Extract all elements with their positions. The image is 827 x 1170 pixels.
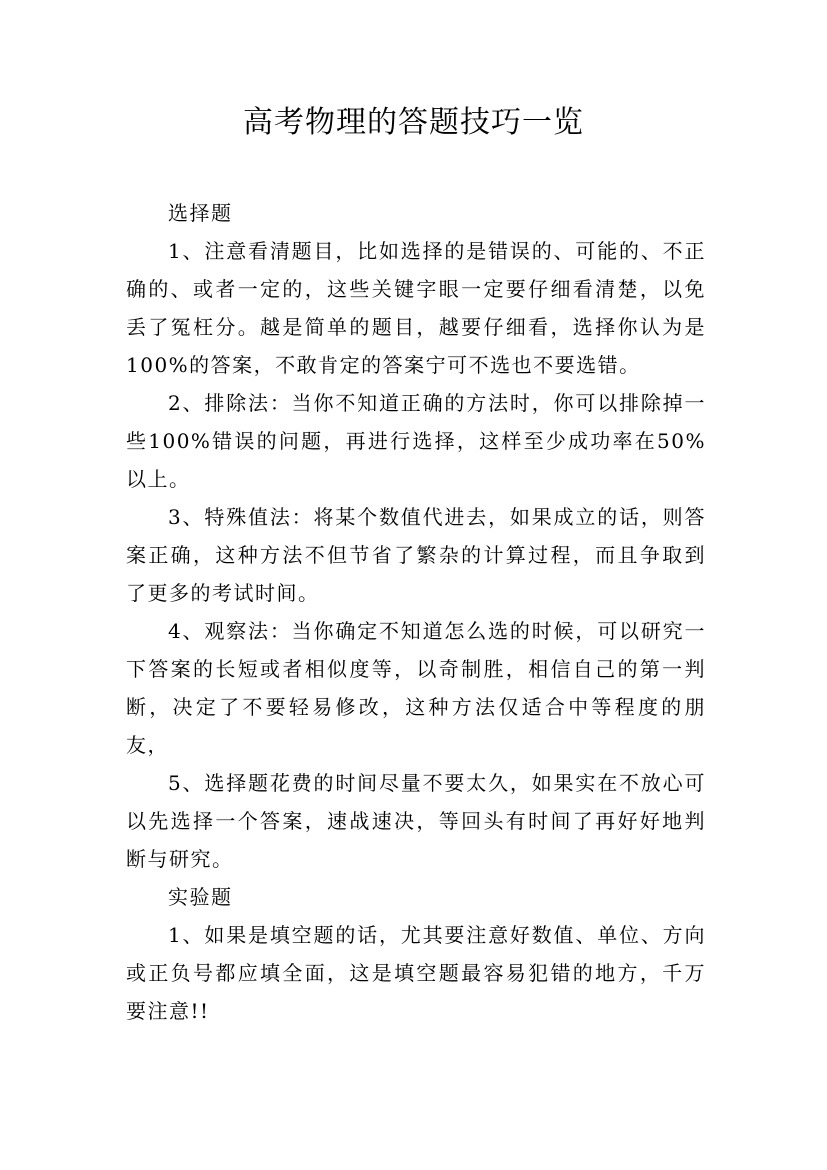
- section-heading: 选择题: [168, 201, 233, 225]
- document-body: [126, 194, 706, 1030]
- paragraph: 4、观察法：当你确定不知道怎么选的时候，可以研究一下答案的长短或者相似度等，以奇制胜，相信自己的第一判断，决定了不要轻易修改，这种方法仅适合中等程度的朋友，: [126, 619, 706, 757]
- section-multiple-choice: [126, 194, 706, 878]
- section-experiment: [126, 878, 706, 1030]
- paragraph: 5、选择题花费的时间尽量不要太久，如果实在不放心可以先选择一个答案，速战速决，等回头有时间了再好好地判断与研究。: [126, 771, 706, 871]
- paragraph: 2、排除法：当你不知道正确的方法时，你可以排除掉一些100%错误的问题，再进行选择，这样至少成功率在50%以上。: [126, 391, 706, 491]
- paragraph: 1、注意看清题目，比如选择的是错误的、可能的、不正确的、或者一定的，这些关键字眼一定要仔细看清楚，以免丢了冤枉分。越是简单的题目，越要仔细看，选择你认为是100%的答案，不敢肯定的答案宁可不选也不要选错。: [126, 239, 706, 377]
- document-title: 高考物理的答题技巧一览: [243, 105, 584, 140]
- paragraph: 3、特殊值法：将某个数值代进去，如果成立的话，则答案正确，这种方法不但节省了繁杂的计算过程，而且争取到了更多的考试时间。: [126, 505, 706, 605]
- section-heading: 实验题: [168, 885, 233, 909]
- paragraph: 1、如果是填空题的话，尤其要注意好数值、单位、方向或正负号都应填全面，这是填空题最容易犯错的地方，千万要注意!!: [126, 923, 706, 1023]
